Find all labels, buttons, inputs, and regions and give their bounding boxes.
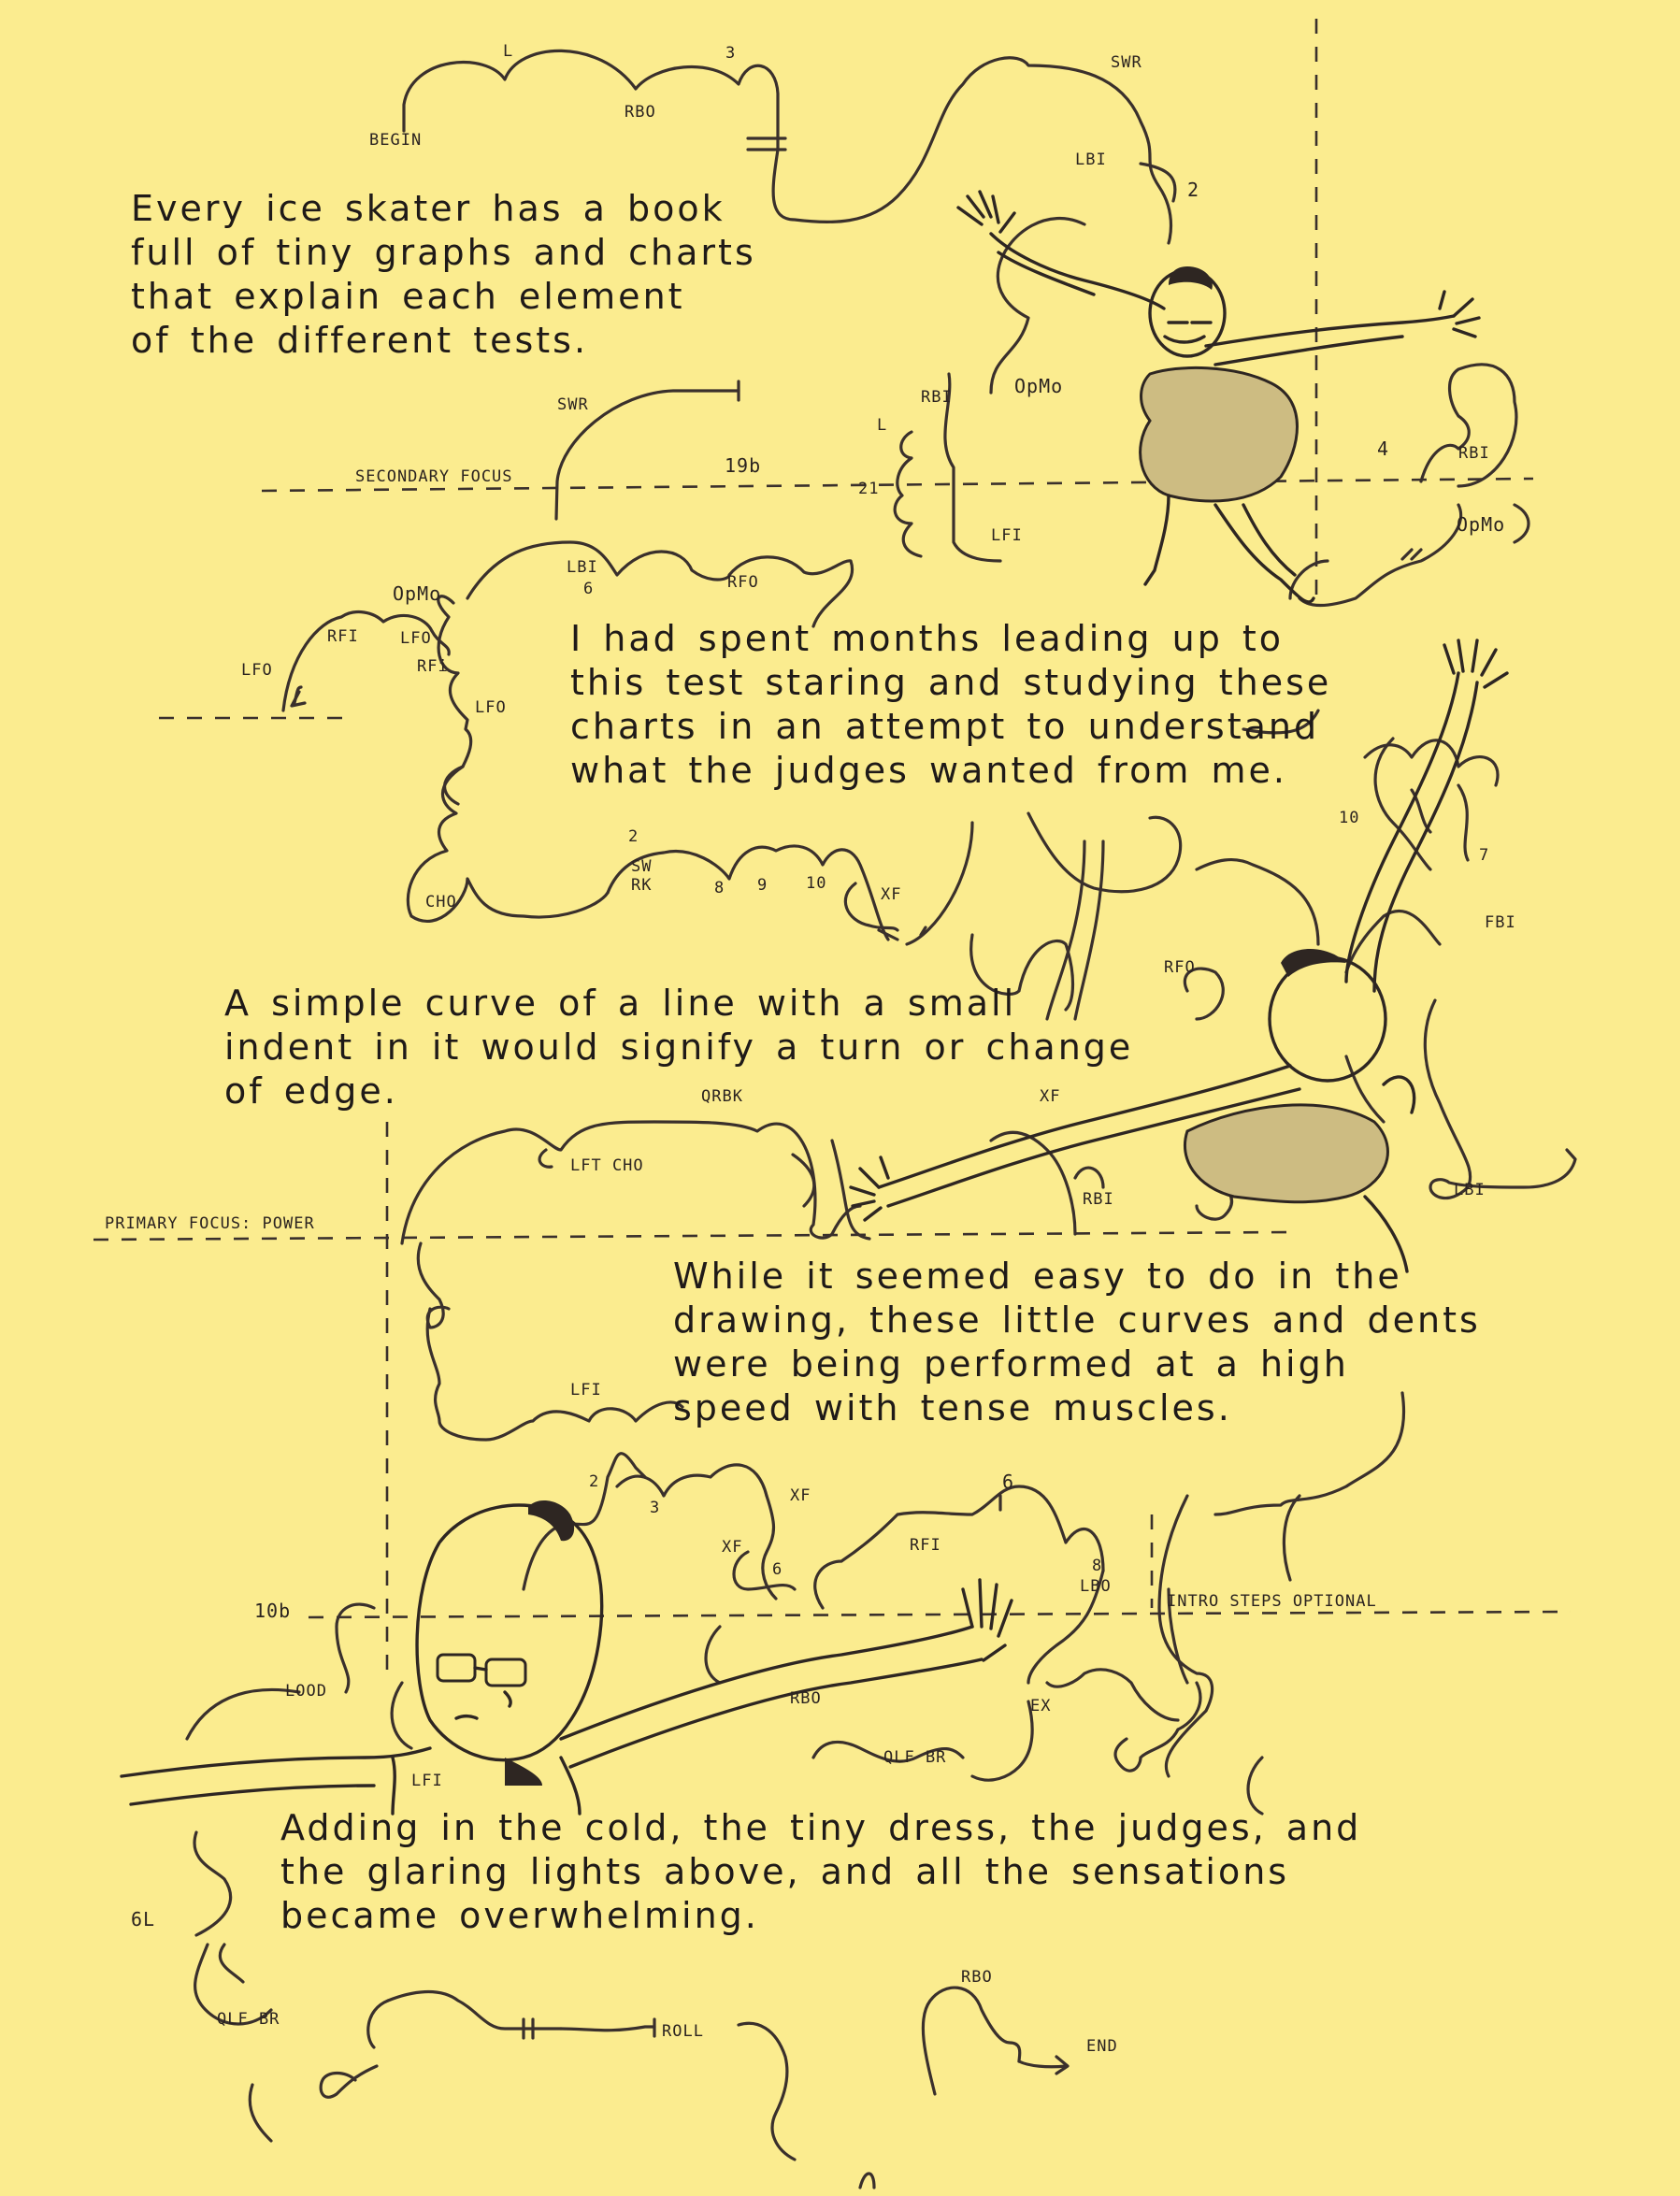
label-rfi-a: RFI	[327, 627, 359, 646]
label-10-right: 10	[1339, 809, 1360, 827]
label-intro-steps: INTRO STEPS OPTIONAL	[1167, 1592, 1377, 1611]
label-rbi-right: RBI	[1458, 444, 1490, 463]
label-opmo-left: OpMo	[393, 582, 442, 605]
label-qrbk: QRBK	[701, 1087, 743, 1106]
label-cho: CHO	[425, 893, 457, 911]
label-rk: RK	[631, 876, 653, 895]
label-four: 4	[1377, 438, 1390, 460]
label-rbo-top: RBO	[625, 103, 656, 122]
label-l-mid: L	[877, 416, 888, 435]
label-end: END	[1086, 2037, 1118, 2056]
label-3-low: 3	[650, 1499, 661, 1517]
label-19b: 19b	[725, 454, 762, 477]
label-two-top: 2	[1187, 179, 1200, 201]
label-rbo-end: RBO	[961, 1968, 993, 1987]
label-8: 8	[714, 879, 725, 897]
label-2-low: 2	[589, 1472, 600, 1491]
label-rfo-right: RFO	[1164, 958, 1196, 977]
label-rbi-mid: RBI	[921, 388, 953, 407]
label-xf-mid: XF	[881, 885, 902, 904]
label-ex: EX	[1030, 1697, 1052, 1715]
label-10b: 10b	[254, 1600, 292, 1622]
label-lfi-low: LFI	[570, 1381, 602, 1399]
label-xf-b: XF	[722, 1538, 743, 1557]
label-8-low: 8	[1092, 1557, 1103, 1575]
label-sw: SW	[631, 857, 653, 876]
label-6l: 6L	[131, 1908, 156, 1930]
label-rfi-b: RFi	[417, 657, 449, 676]
label-rbi-low: RBI	[1083, 1190, 1114, 1209]
label-6-a: 6	[772, 1560, 783, 1579]
skater-closeup-illustration	[122, 1500, 1012, 1814]
label-9: 9	[757, 876, 768, 895]
label-lbi-top: LBI	[1075, 151, 1107, 169]
label-2-sw: 2	[628, 827, 639, 846]
label-primary-focus: PRIMARY FOCUS: POWER	[105, 1214, 315, 1233]
label-rbo-low: RBO	[790, 1689, 822, 1708]
label-qlf-br-a: QLF BR	[883, 1748, 947, 1767]
label-three-top: 3	[725, 44, 737, 63]
label-roll: ROLL	[662, 2022, 704, 2041]
label-begin: BEGIN	[369, 131, 423, 150]
label-swr-top: SWR	[1111, 53, 1142, 72]
label-10: 10	[806, 874, 827, 893]
label-lbi6-b: 6	[583, 580, 595, 598]
narration-box-4: While it seemed easy to do in the drawing, these little curves and dents were being performed at a high speed with tense muscles.	[673, 1256, 1481, 1428]
narration-box-5: Adding in the cold, the tiny dress, the judges, and the glaring lights above, and all the sensations became overwhelming.	[280, 1807, 1362, 1936]
label-rfi-low: RFI	[910, 1536, 941, 1555]
narration-box-3: A simple curve of a line with a small indent in it would signify a turn or change of edge.	[224, 983, 1134, 1112]
label-21: 21	[858, 480, 880, 498]
label-opmo-mid: OpMo	[1014, 375, 1064, 397]
label-lood: LOOD	[285, 1682, 327, 1701]
label-l-top: L	[503, 42, 514, 61]
label-rfo-mid: RFO	[727, 573, 759, 592]
label-lfo-a: LFO	[400, 629, 432, 648]
label-xf-low: XF	[1040, 1087, 1061, 1106]
label-xf-a: XF	[790, 1486, 811, 1505]
label-fbi: FBI	[1485, 913, 1516, 932]
label-7: 7	[1479, 846, 1490, 865]
label-lfo-b: LFO	[475, 698, 507, 717]
label-lft-cho: LFT CHO	[570, 1156, 644, 1175]
label-lbi6-a: LBI	[567, 558, 598, 577]
label-qlf-br-b: QLF BR	[217, 2010, 280, 2029]
label-lfo-left: LFO	[241, 661, 273, 680]
narration-box-2: I had spent months leading up to this test staring and studying these charts in an attempt to understand what the judges wanted from me.	[570, 618, 1332, 791]
label-lfi-mid: LFI	[991, 526, 1023, 545]
label-swr-mid: SWR	[557, 395, 589, 414]
label-opmo-right: OpMo	[1457, 513, 1506, 536]
narration-box-1: Every ice skater has a book full of tiny graphs and charts that explain each element of the different tests.	[131, 188, 756, 361]
label-lfi-face: LFI	[411, 1772, 443, 1790]
label-lbo-low: LBO	[1080, 1577, 1112, 1596]
label-lbi-low: LBI	[1454, 1181, 1486, 1199]
label-secondary-focus: SECONDARY FOCUS	[355, 467, 513, 486]
label-6-b: 6	[1002, 1471, 1015, 1493]
